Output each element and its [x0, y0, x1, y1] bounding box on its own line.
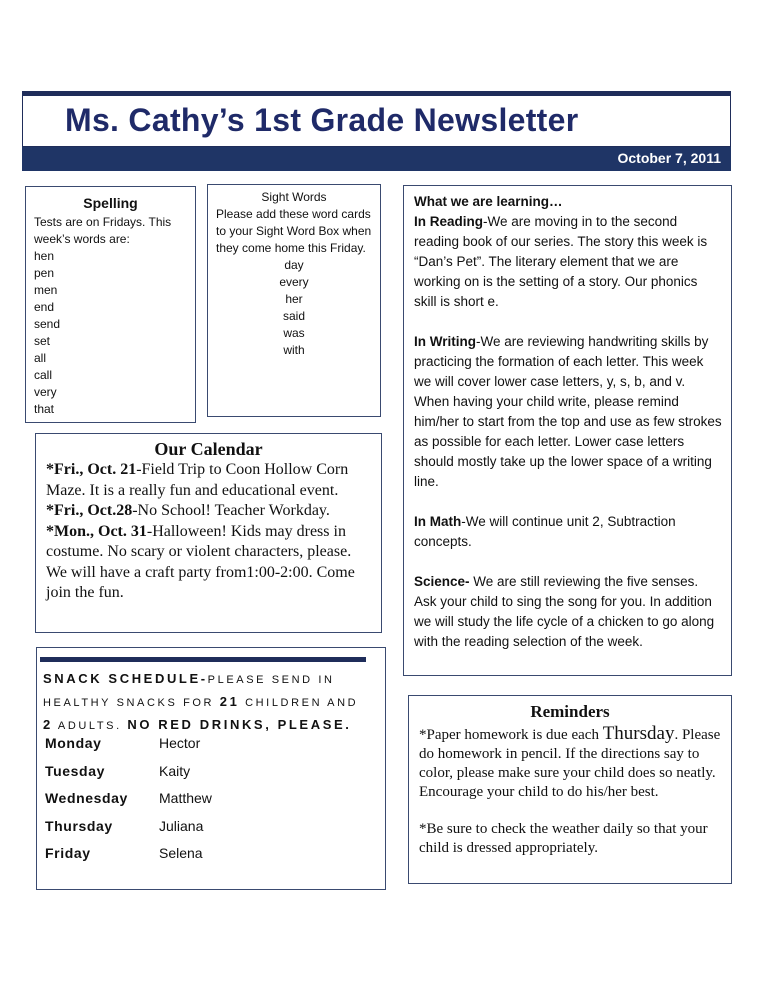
event-date: *Fri., Oct. 21 — [46, 461, 137, 478]
sight-word: day — [284, 258, 304, 272]
reminders-title: Reminders — [530, 702, 610, 721]
learning-box — [403, 185, 732, 676]
spelling-intro: Tests are on Fridays. This week’s words are: — [34, 215, 172, 246]
calendar-box — [35, 433, 382, 633]
newsletter-date: October 7, 2011 — [617, 150, 721, 166]
reading-paragraph — [414, 212, 722, 312]
snack-schedule-box — [36, 647, 386, 890]
event-text: -Halloween! Kids may dress in costume. No scary or violent characters, please. We will have a craft party from1:00-2:00. Come join the fun. — [46, 522, 355, 601]
snack-heading-text: ADULTS. — [52, 720, 128, 732]
table-row — [45, 845, 212, 873]
calendar-event — [46, 522, 371, 604]
spelling-word: hen — [34, 249, 55, 263]
table-row — [45, 735, 212, 763]
snack-heading — [43, 668, 373, 737]
spelling-word: send — [34, 317, 61, 331]
snack-table — [45, 735, 212, 873]
spelling-box — [25, 186, 196, 423]
event-date: *Fri., Oct.28 — [46, 502, 133, 519]
children-count: 21 — [219, 694, 240, 709]
snack-name: Hector — [159, 735, 201, 751]
writing-label: In Writing — [414, 334, 476, 349]
sight-word-list — [216, 257, 372, 359]
sight-word: said — [282, 309, 305, 323]
spelling-word: very — [34, 385, 57, 399]
event-text: -No School! Teacher Workday. — [132, 502, 330, 519]
snack-name: Matthew — [159, 790, 212, 807]
sight-words-intro: Please add these word cards to your Sight Word Box when they come home this Friday. — [216, 207, 372, 255]
table-row — [45, 790, 212, 818]
sight-word: every — [279, 275, 309, 289]
event-date: *Mon., Oct. 31 — [46, 522, 147, 540]
spelling-word-list — [34, 248, 187, 418]
snack-day: Friday — [45, 845, 91, 862]
event-text: -Field Trip to Coon Hollow Corn Maze. It is a really fun and educational event. — [46, 461, 349, 499]
writing-paragraph — [414, 332, 722, 492]
math-label: In Math — [414, 514, 462, 529]
spelling-word: set — [34, 334, 51, 348]
date-bar — [22, 147, 731, 171]
science-label: Science- — [414, 574, 470, 589]
math-text: -We will continue unit 2, Subtraction concepts. — [414, 514, 676, 549]
reminder-weather: *Be sure to check the weather daily so that your child is dressed appropriately. — [419, 821, 708, 856]
newsletter-title-box — [22, 91, 731, 147]
snack-heading-text: PLEASE SEND IN HEALTHY SNACKS FOR — [43, 674, 335, 709]
spelling-word: call — [34, 368, 53, 382]
reminder-text: *Paper homework is due each — [419, 727, 603, 743]
spelling-word: pen — [34, 266, 55, 280]
calendar-title: Our Calendar — [154, 439, 263, 459]
sight-word: her — [285, 292, 303, 306]
spelling-word: all — [34, 351, 47, 365]
snack-day: Wednesday — [45, 790, 128, 807]
snack-day: Tuesday — [45, 762, 105, 779]
reminder-text: . Please do homework in pencil. If the directions say to color, please make sure your child does so neatly. Encourage your child to do his/her best. — [419, 727, 721, 800]
sight-word: was — [283, 326, 305, 340]
learning-heading: What we are learning… — [414, 194, 563, 209]
spelling-word: end — [34, 300, 55, 314]
adults-count: 2 — [43, 717, 53, 732]
calendar-event — [46, 501, 371, 522]
snack-warning: NO RED DRINKS, PLEASE. — [127, 717, 352, 732]
snack-day: Monday — [45, 735, 102, 751]
table-row — [45, 818, 212, 846]
reading-label: In Reading — [414, 214, 484, 229]
spelling-word: men — [34, 283, 58, 297]
snack-name: Juliana — [159, 817, 204, 834]
spelling-title: Spelling — [83, 195, 138, 211]
snack-heading-title: SNACK SCHEDULE- — [43, 671, 208, 686]
spelling-word: that — [34, 402, 55, 416]
reading-text: -We are moving in to the second reading book of our series. The story this week is “Dan’s Pet”. The literary element that we are working on is the setting of a story. Our phonics skill is short e. — [414, 214, 708, 309]
sight-words-box — [207, 184, 381, 417]
science-text: We are still reviewing the five senses. Ask your child to sing the song for you. In addition we will study the life cycle of a chicken to go along with the reading selection of the week. — [414, 574, 715, 649]
calendar-event — [46, 460, 371, 501]
sight-words-title: Sight Words — [261, 190, 327, 204]
reminder-homework — [419, 724, 721, 802]
sight-word: with — [283, 343, 305, 357]
reminders-box — [408, 695, 732, 884]
snack-heading-text: CHILDREN AND — [239, 697, 359, 709]
newsletter-title: Ms. Cathy’s 1st Grade Newsletter — [65, 102, 579, 138]
snack-name: Kaity — [159, 762, 191, 779]
snack-name: Selena — [159, 845, 203, 862]
science-paragraph — [414, 572, 722, 652]
table-row — [45, 763, 212, 791]
snack-divider — [40, 657, 366, 662]
writing-text: -We are reviewing handwriting skills by practicing the formation of each letter. This week we will cover lower case letters, y, s, b, and v. When having your child write, please remind him/her to start from the top and use as few strokes as possible for each letter. Lower case letters should mostly take up the lower space of a writing line. — [414, 334, 722, 489]
math-paragraph — [414, 512, 722, 552]
reminder-thursday: Thursday — [602, 723, 675, 744]
snack-day: Thursday — [45, 817, 113, 834]
